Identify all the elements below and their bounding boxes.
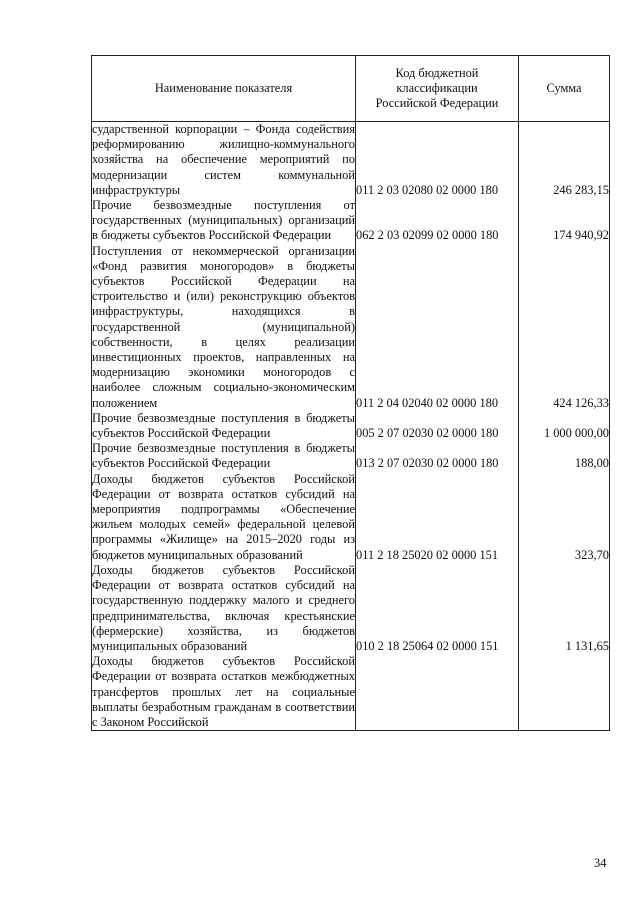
table-row	[92, 472, 610, 563]
sum-cell: 1 131,65	[519, 563, 610, 654]
indicator-name-cell: сударственной корпорации – Фонда содействия реформированию жилищно-коммунального хозяйства на обеспечение мероприятий по модернизации систем коммунальной инфраструктуры	[92, 122, 355, 197]
indicator-name-cell: Доходы бюджетов субъектов Российской Федерации от возврата остатков субсидий на мероприятия подпрограммы «Обеспечение жильем молодых семей» федеральной целевой программы «Жилище» на 2015–2020 годы из бюджетов муниципальных образований	[92, 471, 355, 562]
sum-cell: 188,00	[519, 441, 610, 471]
budget-code-cell	[356, 654, 519, 731]
table-row	[92, 122, 610, 199]
page-number: 34	[594, 856, 607, 870]
header-indicator-name: Наименование показателя	[92, 56, 356, 122]
sum-cell: 1 000 000,00	[519, 411, 610, 441]
header-budget-code: Код бюджетной классификации Российской Федерации	[356, 56, 519, 122]
indicator-name-cell: Прочие безвозмездные поступления в бюджеты субъектов Российской Федерации	[92, 441, 355, 471]
budget-income-table	[91, 55, 610, 731]
sum-cell	[519, 654, 610, 731]
budget-code-cell: 011 2 04 02040 02 0000 180	[356, 244, 519, 411]
sum-cell: 174 940,92	[519, 198, 610, 244]
budget-code-cell: 013 2 07 02030 02 0000 180	[356, 441, 519, 471]
indicator-name-cell: Доходы бюджетов субъектов Российской Федерации от возврата остатков межбюджетных трансфертов прошлых лет на социальные выплаты безработным гражданам в соответствии с Законом Российской	[92, 654, 355, 729]
sum-cell: 424 126,33	[519, 244, 610, 411]
indicator-name-cell: Доходы бюджетов субъектов Российской Федерации от возврата остатков субсидий на государственную поддержку малого и среднего предпринимательства, включая крестьянские (фермерские) хозяйства, из бюджетов муниципальных образований	[92, 562, 355, 653]
indicator-name-cell: Поступления от некоммерческой организации «Фонд развития моногородов» в бюджеты субъектов Российской Федерации на строительство и (или) реконструкцию объектов инфраструктуры, находящихся в государственной (муниципальной) собственности, в целях реализации инвестиционных проектов, направленных на модернизацию экономики моногородов с наиболее сложным социально-экономическим положением	[92, 243, 355, 410]
sum-cell: 246 283,15	[519, 122, 610, 199]
table-row	[92, 244, 610, 411]
table-row	[92, 411, 610, 441]
table-row	[92, 441, 610, 471]
budget-code-cell: 005 2 07 02030 02 0000 180	[356, 411, 519, 441]
indicator-name-cell: Прочие безвозмездные поступления от государственных (муниципальных) организаций в бюджеты субъектов Российской Федерации	[92, 198, 355, 243]
budget-code-cell: 010 2 18 25064 02 0000 151	[356, 563, 519, 654]
budget-code-cell: 011 2 03 02080 02 0000 180	[356, 122, 519, 199]
sum-cell: 323,70	[519, 472, 610, 563]
budget-code-cell: 062 2 03 02099 02 0000 180	[356, 198, 519, 244]
table-row	[92, 654, 610, 731]
table-row	[92, 198, 610, 244]
budget-code-cell: 011 2 18 25020 02 0000 151	[356, 472, 519, 563]
indicator-name-cell: Прочие безвозмездные поступления в бюджеты субъектов Российской Федерации	[92, 410, 355, 441]
table-row	[92, 563, 610, 654]
header-sum: Сумма	[519, 56, 610, 122]
table-header-row	[92, 56, 610, 122]
